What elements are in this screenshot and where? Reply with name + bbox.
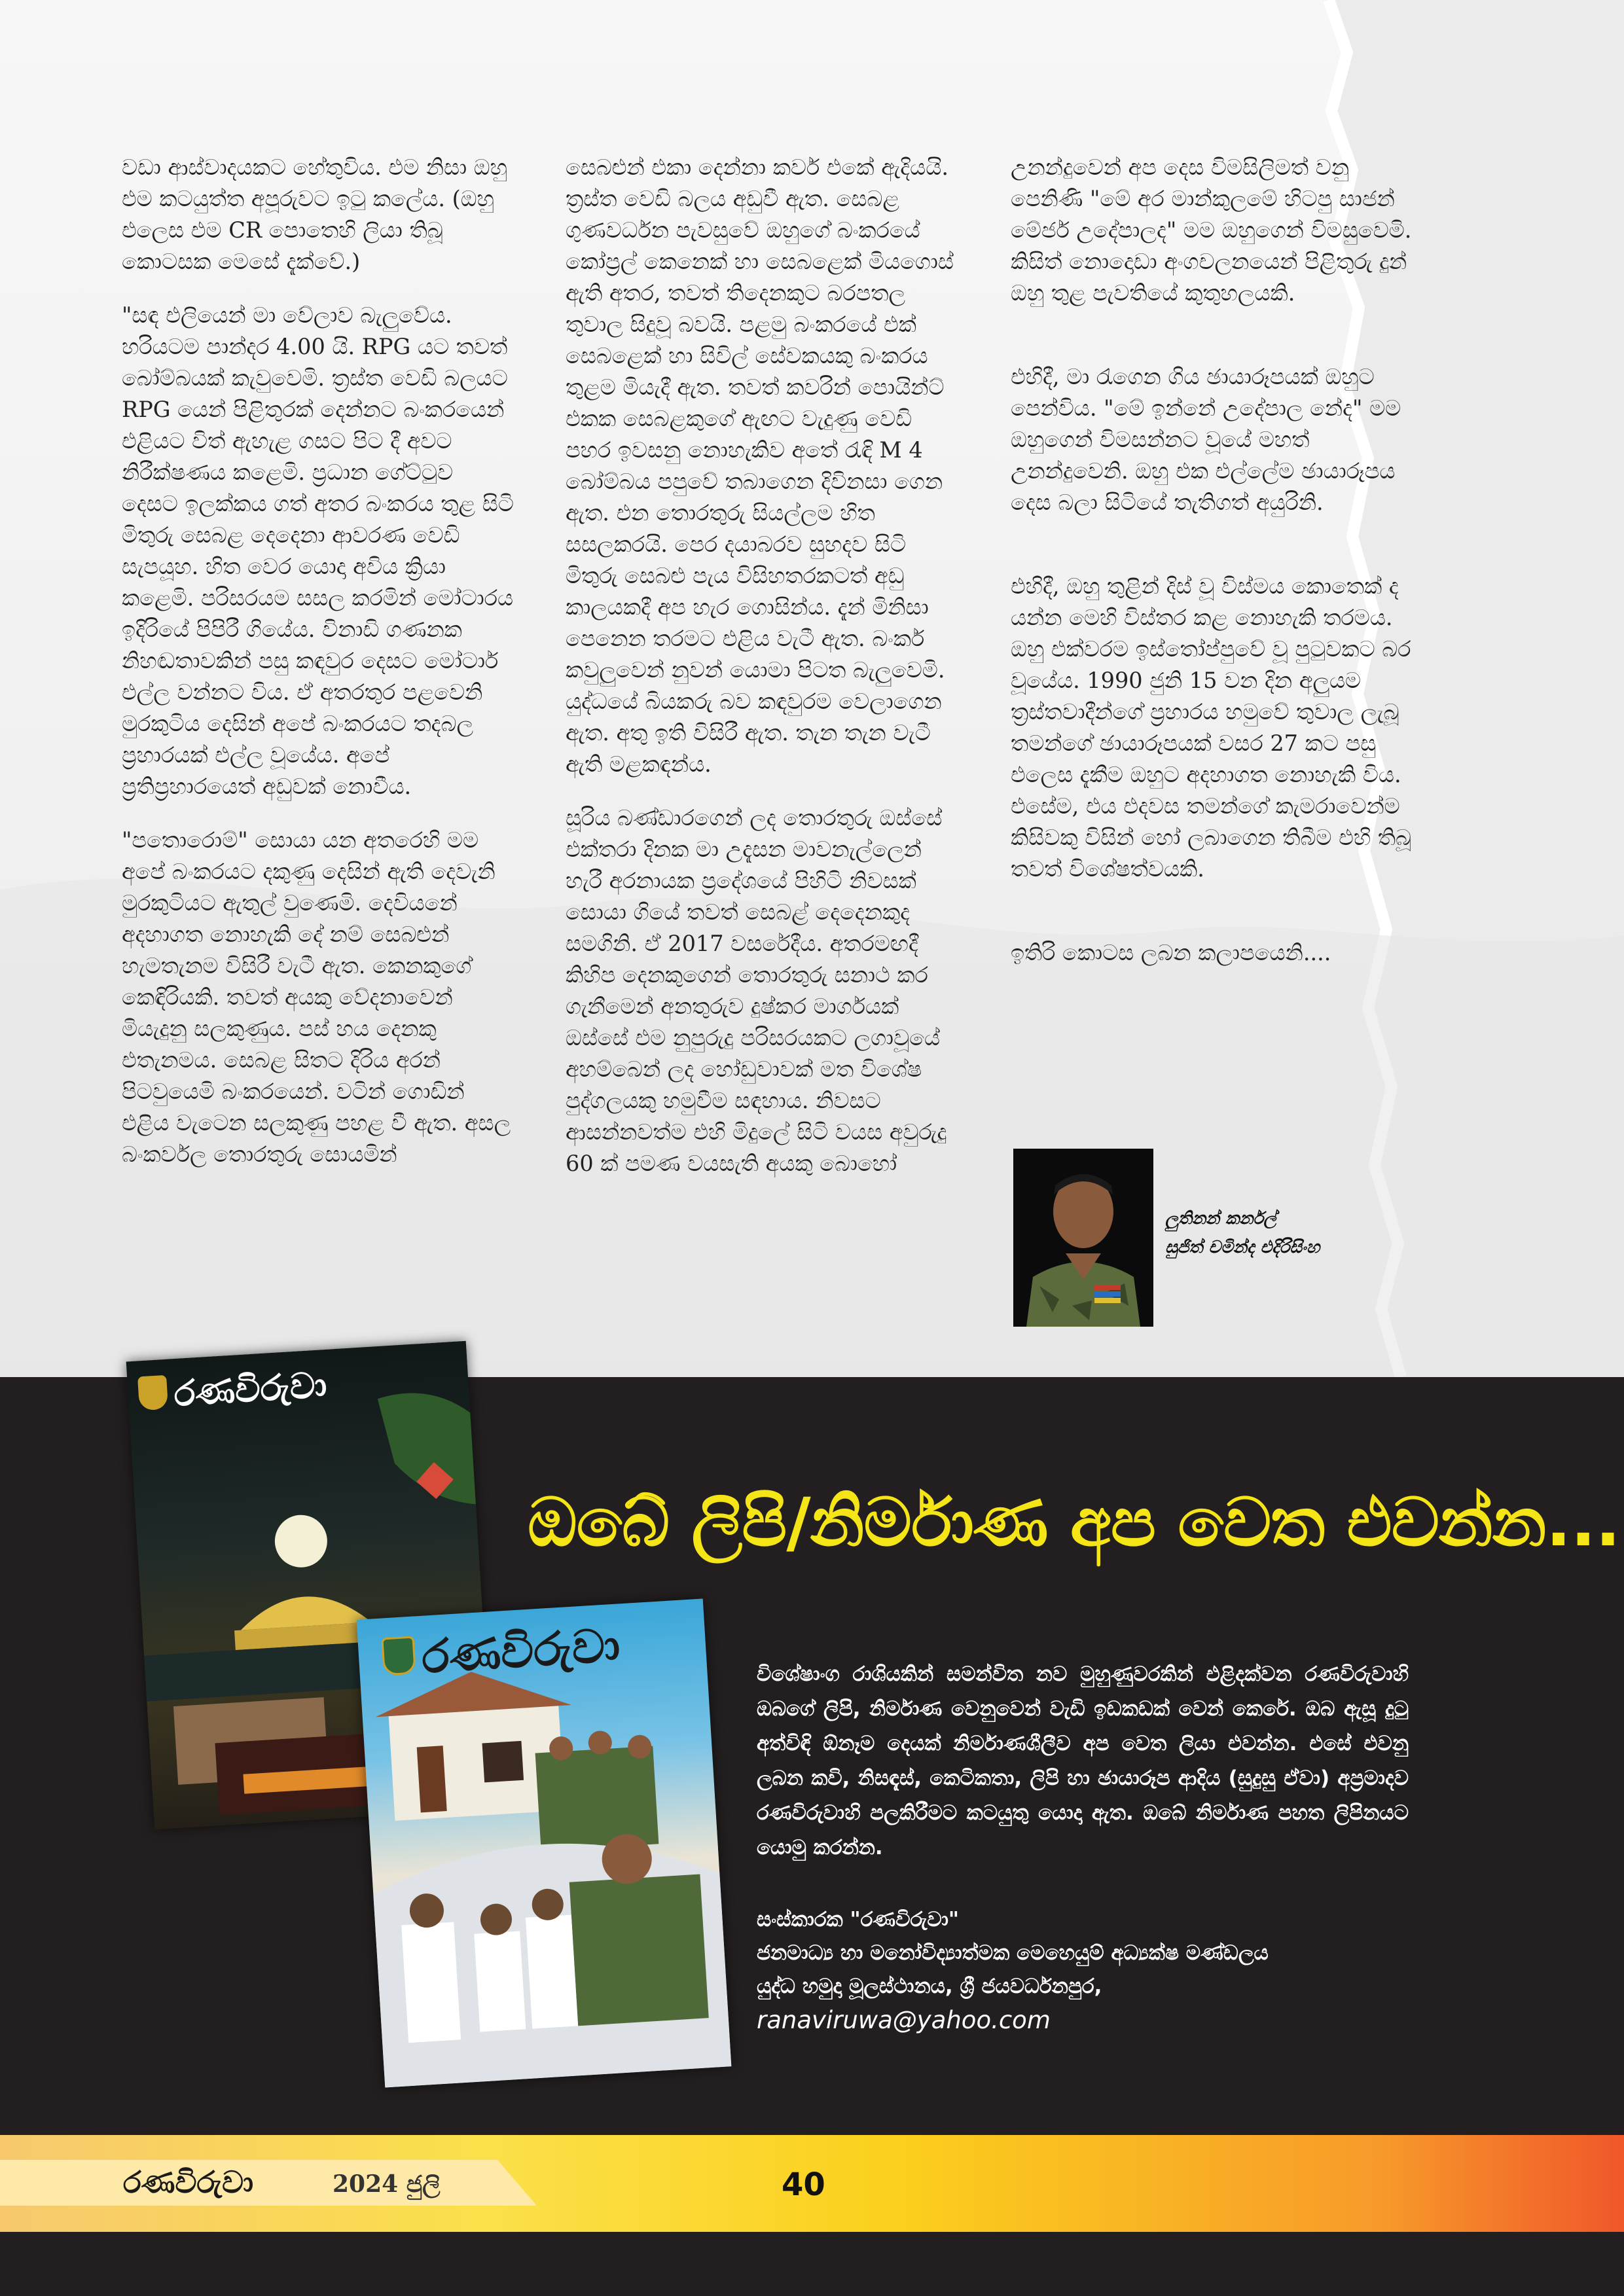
article-column-1 — [122, 152, 514, 1193]
author-portrait-icon — [1013, 1149, 1153, 1327]
address-line: සංස්කාරක "රණවිරුවා" — [757, 1908, 960, 1931]
article-paragraph: උනන්දුවෙන් අප දෙස විමසිලිමත් වනු පෙනිණි "මේ අර මාන්කුලමේ හිටපු සාජන් මේජර් උදේපාලද" මම ඔහුගෙන් විමසුවෙමි. කිසිත් නොදොඩා අංගචලනයෙන් පිළිතුරු දුන් ඔහු තුළ පැවතියේ කුතුහලයකි. — [1011, 154, 1412, 306]
author-byline — [1165, 1204, 1320, 1262]
article-paragraph: සූරිය බණ්ඩාරගෙන් ලද තොරතුරු ඔස්සේ එක්තරා දිනක මා උදැසන මාවනැල්ලෙන් හැරී අරනායක ප්‍රදේශයේ පිහිටි නිවසක් සොයා ගියේ තවත් සෙබළ් දෙදෙනකුද සමගිනි. ඒ 2017 වසරේදීය. අතරමඟදී කිහිප දෙනකුගෙන් තොරතුරු සනාථ කර ගැනීමෙන් අනතුරුව දුෂ්කර මාර්ගයක් ඔස්සේ එම නුපුරුදු පරිසරයකට ලගාවූයේ අහම්බෙන් ලද හෝඩුවාවක් මත විශේෂ පුද්ගලයකු හමුවීම සඳහාය. නිවසට ආසන්නවත්ම එහි මිදුලේ සිටි වයස අවුරුදු 60 ක් පමණ වයසැති අයකු බොහෝ — [566, 805, 947, 1176]
article-paragraph: සෙබළුන් එකා දෙන්නා කවර් එකේ ඇදියයි. ත්‍රස්ත වෙඩි බලය අඩුවී ඇත. සෙබළ ගුණවර්ධන පැවසුවේ ඔහුගේ බංකරයේ කෝප්‍රල් කෙනෙක් හා සෙබළෙක් මියගොස් ඇති අතර, තවත් තිදෙනකුට බරපතල තුවාල සිදුවූ බවයි. පළමු බංකරයේ එක් සෙබළෙක් හා සිවිල් සේවකයකු බංකරය තුළම මියැදී ඇත. තවත් කවරින් පොයින්ට් එකක සෙබළකුගේ ඇඟට වැදුණු වෙඩි පහර ඉවසනු නොහැකිව අතේ රැඳි M 4 බෝම්බය පපුවේ තබාගෙන දිවිනසා ගෙන ඇත. එන තොරතුරු සියල්ලම හිත සසලකරයි. පෙර දයාබරව සුහදව සිටි මිතුරු සෙබළු පැය විසිහතරකටත් අඩු කාලයකදී අප හැර ගොසින්ය. දැන් මිනිසා පෙනෙන තරමට එළිය වැටී ඇත. බංකර් කවුලුවෙන් නුවන් යොමා පිටත බැලුවෙමි. යුද්ධයේ බියකරු බව කඳවුරම වෙලාගෙන ඇත. අතු ඉති විසිරී ඇත. තැන තැන වැටී ඇති මළකඳන්ය. — [566, 154, 954, 777]
footer-bottom-bar — [0, 2232, 1624, 2296]
continued-note: ඉතිරි කොටස ලබන කලාපයෙනි.... — [1011, 940, 1331, 965]
article-column-2 — [566, 152, 958, 1202]
address-line: යුද්ධ හමුදා මූලස්ථානය, ශ්‍රී ජයවර්ධනපුර, — [757, 1975, 1102, 1998]
article-paragraph: "සඳ එලියෙන් මා වේලාව බැලුවේය. හරියටම පාන්දර 4.00 යි. RPG යට තවත් බෝම්බයක් කැවුවෙමි. ත්‍රස්ත වෙඩි බලයට RPG යෙන් පිළිතුරක් දෙන්නට බංකරයෙන් එළියට විත් ඇහැළ ගසට පිට දී අවට නිරීක්ෂණය කළෙමි. ප්‍රධාන ගේට්ටුව දෙසට ඉලක්කය ගත් අතර බංකරය තුළ සිටි මිතුරු සෙබළ දෙදෙනා ආවරණ වෙඩි සැපයූහ. හිත වෙර යොදා අවිය ක්‍රියා කළෙමි. පරිසරයම සසල කරමින් මෝටාරය ඉදිරියේ පිපිරී ගියේය. විනාඩි ගණනක නිහඬතාවකින් පසු කඳවුර දෙසට මෝටාර් එල්ල වන්නට විය. ඒ අතරතුර පළවෙනි මුරකුටිය දෙසින් අපේ බංකරයට තදබල ප්‍රහාරයක් එල්ල වූයේය. අපේ ප්‍රතිප්‍රහාරයෙත් අඩුවක් නොවීය. — [122, 302, 514, 799]
article-paragraph: "පතොරොම්" සොයා යන අතරෙහි මම අපේ බංකරයට දකුණු දෙසින් ඇති දෙවැනි මුරකුටියට ඇතුල් වුණෙමි. දෙවියනේ අදහාගත නොහැකි දේ නම් සෙබළුන් හැමතැනම විසිරී වැටී ඇත. කෙනකුගේ කෙඳිරියකි. තවත් අයකු වේදනාවෙන් මියැදුනු සලකුණුය. පස් හය දෙනකු එතැනමය. සෙබළ සිතට දිරිය අරන් පිටවුයෙමි බංකරයෙන්. වටින් ගොඩින් එළිය වැටෙන සලකුණු පහළ වී ඇත. අසල බංකර්වල තොරතුරු සොයමින් — [122, 827, 511, 1167]
promo-headline: ඔබේ ලිපි/නිර්මාණ අප වෙත එවන්න... — [528, 1484, 1620, 1562]
cover-title: රණවිරුවා — [172, 1363, 329, 1415]
issue-date: 2024 ජුලි — [333, 2170, 441, 2198]
author-name: සුජිත් චමින්ද එදිරිසිංහ — [1165, 1238, 1320, 1257]
article-column-3 — [1011, 152, 1416, 1021]
page-number: 40 — [782, 2166, 825, 2203]
article-paragraph: එහිදී, මා රැගෙන ගිය ඡායාරූපයක් ඔහුට පෙන්විය. "මේ ඉන්නේ උදේපාල නේද" මම ඔහුගෙන් විමසන්නට වූයේ මහත් උනන්දුවෙනි. ඔහු එක එල්ලේම ඡායාරූපය දෙස බලා සිටියේ තැතිගත් අයුරිනි. — [1011, 364, 1401, 515]
footer-tab — [0, 2160, 537, 2206]
email-link[interactable]: ranaviruwa@yahoo.com — [757, 2006, 1051, 2034]
article-paragraph: එහිදී, ඔහු තුළින් දිස් වූ විස්මය කොතෙක් ද යන්න මෙහි විස්තර කළ නොහැකි තරමය. ඔහු එක්වරම ඉස්තෝප්පුවේ වූ පුටුවකට බර වූයේය. 1990 ජුනි 15 වන දින අලුයම ත්‍රස්තවාදීන්ගේ ප්‍රහාරය හමුවේ තුවාල ලැබූ තමන්ගේ ඡායාරූපයක් වසර 27 කට පසු එලෙස දැකීම ඔහුට අදහාගත නොහැකි විය. එසේම, එය එදවස තමන්ගේ කැමරාවෙන්ම කිසිවකු විසින් හෝ ලබාගෙන තිබීම එහි තිබූ තවත් විශේෂත්වයකි. — [1011, 573, 1411, 882]
author-photo — [1013, 1149, 1153, 1327]
army-emblem-icon — [381, 1636, 416, 1676]
author-rank: ලුතිනන් කර්නල් — [1165, 1209, 1276, 1229]
promo-body-text: විශේෂාංග රාශියකින් සමන්විත නව මුහුණුවරකින් එළිදක්වන රණවිරුවාහි ඔබගේ ලිපි, නිර්මාණ වෙනුවෙන් වැඩි ඉඩකඩක් වෙන් කෙරේ. ඔබ ඇසූ දුටු අත්විඳි ඕනෑම දෙයක් නිර්මාණශීලීව අප වෙත ලියා එවන්න. එසේ එවනු ලබන කවි, නිසඳැස්, කෙටිකතා, ලිපි හා ඡායාරූප ආදිය (සුදුසු ඒවා) අප්‍රමාදව රණවිරුවාහි පලකිරීමට කටයුතු යොදා ඇත. ඔබේ නිර්මාණ පහත ලිපිනයට යොමු කරන්න. — [757, 1662, 1409, 1859]
mailing-address — [757, 1903, 1542, 2037]
magazine-cover-2 — [357, 1598, 732, 2087]
cover-title: රණවිරුවා — [420, 1618, 622, 1684]
article-paragraph: වඩා ආස්වාදයකට හේතුවිය. එම නිසා ඔහු එම කටයුත්ත අපූරුවට ඉටු කලේය. (ඔහු එලෙස එම CR පොතෙහි ලියා තිබූ කොටසක මෙසේ දැක්වේ.) — [122, 154, 507, 274]
address-line: ජනමාධ්‍ය හා මනෝවිද්‍යාත්මක මෙහෙයුම් අධ්‍යක්ෂ මණ්ඩලය — [757, 1941, 1269, 1965]
footer-brand-logo: රණවිරුවා — [123, 2164, 254, 2200]
